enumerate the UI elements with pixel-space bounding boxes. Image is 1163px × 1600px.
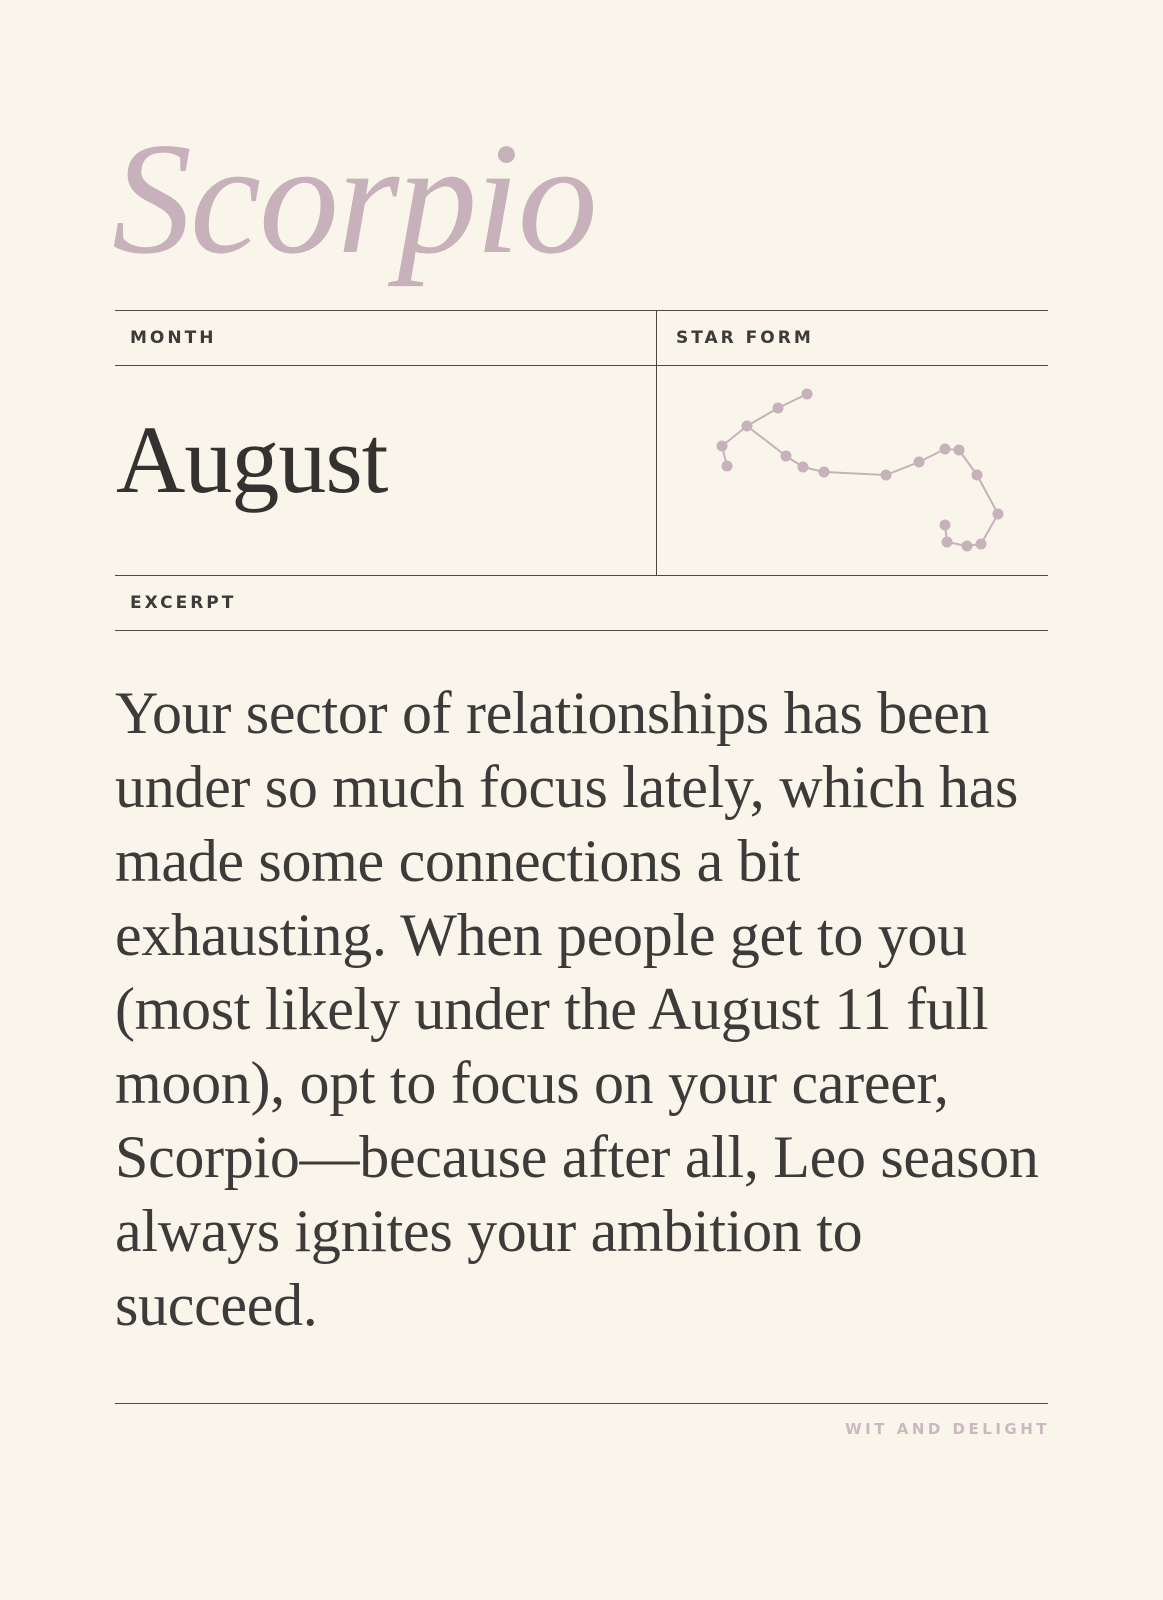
excerpt-text: Your sector of relationships has been under so much focus lately, which has made some connections a bit exhausting. When people get to you (most likely under the August 11 full moon), opt to focus on your career, Scorpio—because after all, Leo season always ignites your ambition to succeed. [115, 680, 1039, 1338]
month-value: August [116, 406, 388, 513]
excerpt-divider [115, 630, 1048, 631]
column-divider [656, 310, 657, 575]
top-divider [115, 310, 1048, 311]
month-label: MONTH [130, 328, 217, 348]
header-divider [115, 365, 1048, 366]
brand-credit: WIT AND DELIGHT [845, 1420, 1050, 1438]
sign-title: Scorpio [112, 109, 596, 287]
scorpio-constellation-icon [700, 380, 1020, 560]
bottom-divider [115, 1403, 1048, 1404]
excerpt-label: EXCERPT [130, 593, 237, 613]
star-form-label: STAR FORM [676, 328, 814, 348]
month-section-divider [115, 575, 1048, 576]
